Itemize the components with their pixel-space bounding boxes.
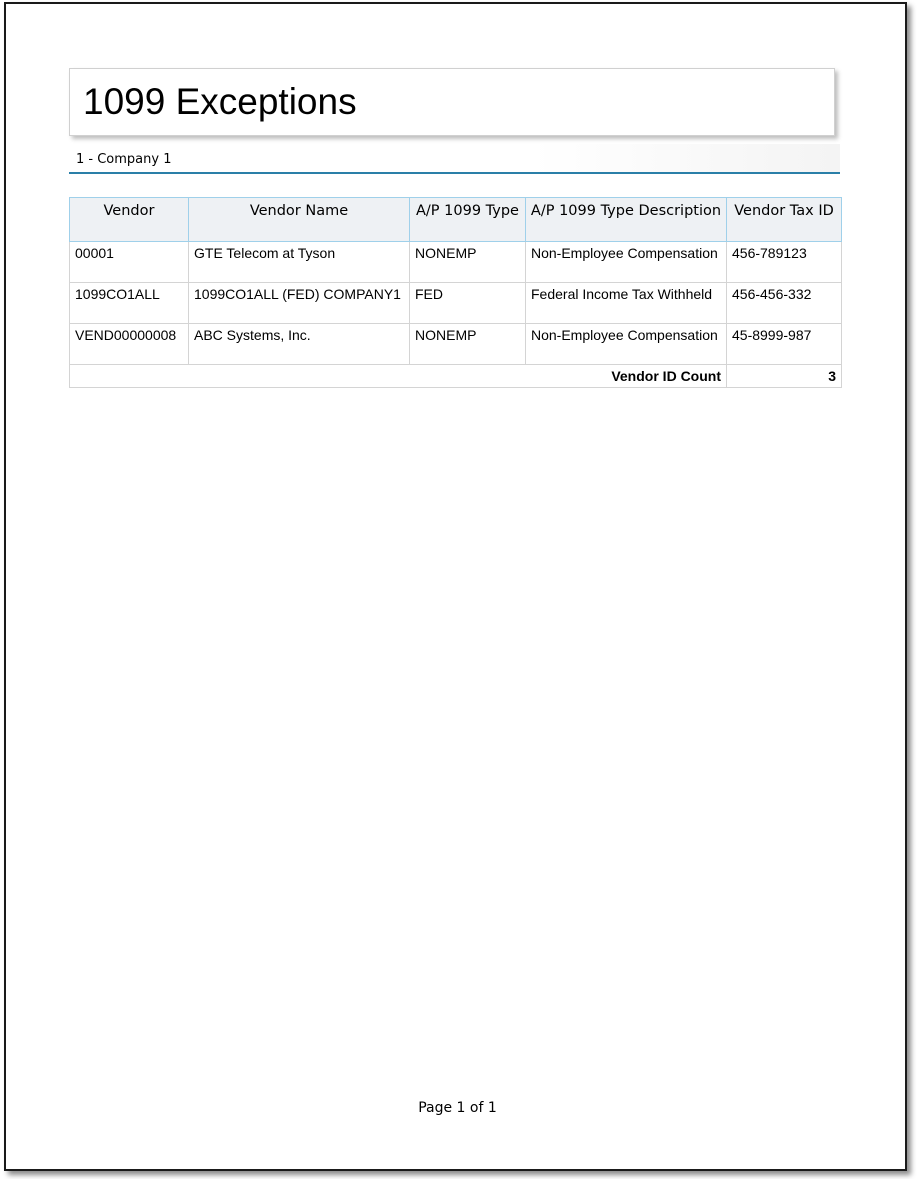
cell-vendor-name: ABC Systems, Inc. <box>189 324 410 365</box>
cell-vendor: 1099CO1ALL <box>70 283 189 324</box>
table-header-row <box>70 198 842 242</box>
column-header-1099-type: A/P 1099 Type <box>410 198 526 242</box>
cell-vendor-tax-id: 456-456-332 <box>727 283 842 324</box>
cell-1099-type-description: Non-Employee Compensation <box>526 324 727 365</box>
exceptions-table <box>69 197 842 388</box>
column-header-vendor: Vendor <box>70 198 189 242</box>
cell-vendor: 00001 <box>70 242 189 283</box>
column-header-vendor-name: Vendor Name <box>189 198 410 242</box>
cell-vendor-tax-id: 45-8999-987 <box>727 324 842 365</box>
cell-1099-type: FED <box>410 283 526 324</box>
report-page <box>4 2 907 1171</box>
cell-vendor-name: 1099CO1ALL (FED) COMPANY1 <box>189 283 410 324</box>
table-row <box>70 324 842 365</box>
page-number: Page 1 of 1 <box>418 1100 497 1116</box>
table-row <box>70 283 842 324</box>
report-title-box <box>69 68 835 136</box>
column-header-vendor-tax-id: Vendor Tax ID <box>727 198 842 242</box>
company-label: 1 - Company 1 <box>76 152 172 167</box>
cell-1099-type: NONEMP <box>410 324 526 365</box>
total-value: 3 <box>727 365 842 388</box>
cell-vendor: VEND00000008 <box>70 324 189 365</box>
cell-vendor-name: GTE Telecom at Tyson <box>189 242 410 283</box>
table-row <box>70 242 842 283</box>
report-title: 1099 Exceptions <box>83 81 357 122</box>
total-label: Vendor ID Count <box>70 365 727 388</box>
cell-1099-type-description: Non-Employee Compensation <box>526 242 727 283</box>
cell-vendor-tax-id: 456-789123 <box>727 242 842 283</box>
cell-1099-type: NONEMP <box>410 242 526 283</box>
cell-1099-type-description: Federal Income Tax Withheld <box>526 283 727 324</box>
total-row <box>70 365 842 388</box>
column-header-1099-type-description: A/P 1099 Type Description <box>526 198 727 242</box>
company-header <box>69 144 840 174</box>
